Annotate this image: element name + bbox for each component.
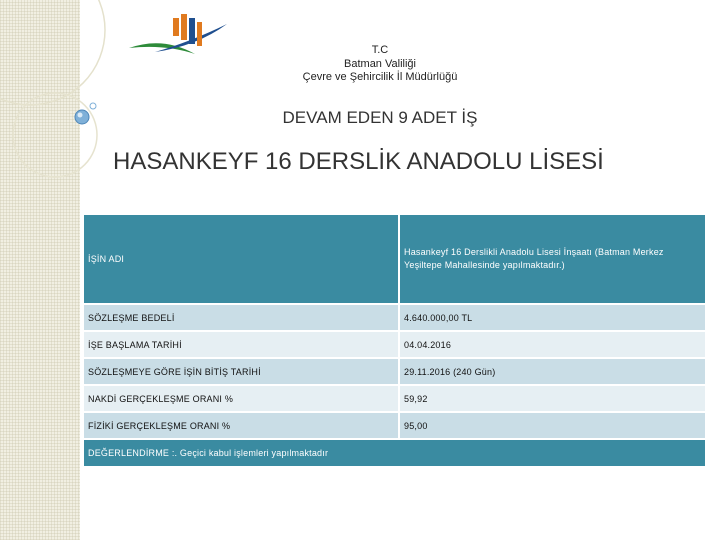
organization-name [280,44,480,85]
row-label: İŞİN ADI [83,214,399,304]
ministry-logo-icon [125,12,235,64]
row-label: NAKDİ GERÇEKLEŞME ORANI % [83,385,399,412]
row-value: Hasankeyf 16 Derslikli Anadolu Lisesi İnşaatı (Batman Merkez Yeşiltepe Mahallesinde yapılmaktadır.) [399,214,706,304]
row-label: İŞE BAŞLAMA TARİHİ [83,331,399,358]
row-label: FİZİKİ GERÇEKLEŞME ORANI % [83,412,399,439]
table-row [83,304,706,331]
slide-subtitle: DEVAM EDEN 9 ADET İŞ [282,108,478,127]
org-line-directorate: Çevre ve Şehircilik İl Müdürlüğü [302,71,458,83]
row-value: 29.11.2016 (240 Gün) [399,358,706,385]
row-value: 59,92 [399,385,706,412]
slide-title: HASANKEYF 16 DERSLİK ANADOLU LİSESİ [113,148,604,175]
org-line-governorship: Batman Valiliği [344,57,416,70]
org-line-country: T.C [371,44,389,56]
row-label: SÖZLEŞME BEDELİ [83,304,399,331]
row-label: SÖZLEŞMEYE GÖRE İŞİN BİTİŞ TARİHİ [83,358,399,385]
table-row [83,412,706,439]
table-row [83,385,706,412]
project-details-table [82,213,707,468]
row-value: 95,00 [399,412,706,439]
table-row [83,214,706,304]
table-row [83,439,706,467]
table-row [83,358,706,385]
row-value: 4.640.000,00 TL [399,304,706,331]
table-row [83,331,706,358]
evaluation-note: DEĞERLENDİRME :. Geçici kabul işlemleri yapılmaktadır [83,439,706,467]
row-value: 04.04.2016 [399,331,706,358]
